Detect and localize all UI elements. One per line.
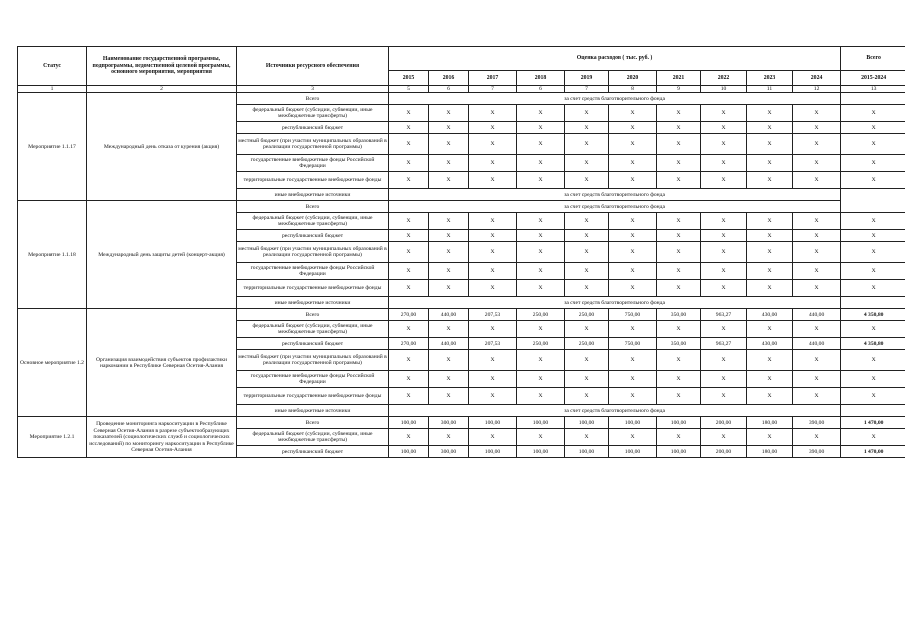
source-label: Всего <box>237 201 389 213</box>
x-mark-cell: X <box>565 213 609 230</box>
x-mark-cell: X <box>469 230 517 242</box>
x-mark-cell: X <box>469 263 517 280</box>
x-mark-cell: X <box>793 371 841 388</box>
x-mark-cell: X <box>657 242 701 263</box>
value-cell: 300,00 <box>429 417 469 429</box>
header-year: 2023 <box>747 71 793 86</box>
x-mark-cell: X <box>469 172 517 189</box>
value-cell: 100,00 <box>609 446 657 458</box>
header-name: Наименование государственной программы, подпрограммы, ведомственной целевой программы, основного мероприятия, мероприятия <box>87 47 237 86</box>
x-mark-cell: X <box>469 105 517 122</box>
value-cell: 750,00 <box>609 338 657 350</box>
x-mark-cell: X <box>841 321 905 338</box>
value-cell: 430,00 <box>747 309 793 321</box>
x-mark-cell: X <box>429 213 469 230</box>
header-total: Всего <box>841 47 905 71</box>
x-mark-cell: X <box>389 105 429 122</box>
x-mark-cell: X <box>793 213 841 230</box>
table-row <box>18 417 905 429</box>
x-mark-cell: X <box>429 350 469 371</box>
x-mark-cell: X <box>747 321 793 338</box>
x-mark-cell: X <box>701 321 747 338</box>
x-mark-cell: X <box>747 350 793 371</box>
value-cell: 100,00 <box>517 417 565 429</box>
value-cell: 1 470,00 <box>841 417 905 429</box>
source-label: федеральный бюджет (субсидии, субвенции, иные межбюджетные трансферты) <box>237 105 389 122</box>
col-number: 13 <box>841 86 905 93</box>
x-mark-cell: X <box>609 105 657 122</box>
value-cell: 100,00 <box>469 417 517 429</box>
x-mark-cell: X <box>565 172 609 189</box>
value-cell: 100,00 <box>565 446 609 458</box>
x-mark-cell: X <box>389 263 429 280</box>
empty-cell <box>841 201 905 213</box>
x-mark-cell: X <box>793 429 841 446</box>
x-mark-cell: X <box>609 230 657 242</box>
value-cell: 440,00 <box>429 309 469 321</box>
x-mark-cell: X <box>565 242 609 263</box>
col-number: 6 <box>429 86 469 93</box>
x-mark-cell: X <box>841 134 905 155</box>
value-cell: 207,53 <box>469 309 517 321</box>
x-mark-cell: X <box>429 172 469 189</box>
x-mark-cell: X <box>565 321 609 338</box>
value-cell: 430,00 <box>747 338 793 350</box>
x-mark-cell: X <box>793 242 841 263</box>
column-numbers-row <box>18 86 905 93</box>
value-cell: 963,27 <box>701 309 747 321</box>
value-cell: 200,00 <box>701 417 747 429</box>
source-label: территориальные государственные внебюджетные фонды <box>237 388 389 405</box>
x-mark-cell: X <box>701 388 747 405</box>
x-mark-cell: X <box>389 134 429 155</box>
x-mark-cell: X <box>841 388 905 405</box>
x-mark-cell: X <box>747 134 793 155</box>
x-mark-cell: X <box>701 242 747 263</box>
x-mark-cell: X <box>517 388 565 405</box>
x-mark-cell: X <box>429 371 469 388</box>
x-mark-cell: X <box>841 371 905 388</box>
x-mark-cell: X <box>747 122 793 134</box>
x-mark-cell: X <box>389 321 429 338</box>
x-mark-cell: X <box>841 122 905 134</box>
x-mark-cell: X <box>747 263 793 280</box>
x-mark-cell: X <box>565 371 609 388</box>
x-mark-cell: X <box>841 242 905 263</box>
value-cell: 100,00 <box>609 417 657 429</box>
x-mark-cell: X <box>701 134 747 155</box>
x-mark-cell: X <box>517 321 565 338</box>
x-mark-cell: X <box>517 105 565 122</box>
header-year: 2024 <box>793 71 841 86</box>
x-mark-cell: X <box>469 350 517 371</box>
value-cell: 750,00 <box>609 309 657 321</box>
source-label: республиканский бюджет <box>237 122 389 134</box>
x-mark-cell: X <box>701 263 747 280</box>
x-mark-cell: X <box>793 350 841 371</box>
x-mark-cell: X <box>747 230 793 242</box>
x-mark-cell: X <box>389 230 429 242</box>
x-mark-cell: X <box>469 122 517 134</box>
x-mark-cell: X <box>565 230 609 242</box>
x-mark-cell: X <box>701 155 747 172</box>
x-mark-cell: X <box>747 213 793 230</box>
value-cell: 4 350,80 <box>841 309 905 321</box>
x-mark-cell: X <box>657 280 701 297</box>
value-cell: 200,00 <box>701 446 747 458</box>
x-mark-cell: X <box>517 350 565 371</box>
x-mark-cell: X <box>389 350 429 371</box>
col-number: 10 <box>701 86 747 93</box>
x-mark-cell: X <box>657 134 701 155</box>
x-mark-cell: X <box>389 213 429 230</box>
header-sources: Источники ресурсного обеспечения <box>237 47 389 86</box>
header-year: 2021 <box>657 71 701 86</box>
x-mark-cell: X <box>565 122 609 134</box>
value-cell: 250,00 <box>565 338 609 350</box>
col-number: 7 <box>565 86 609 93</box>
x-mark-cell: X <box>469 213 517 230</box>
value-cell: 440,00 <box>429 338 469 350</box>
source-label: федеральный бюджет (субсидии, субвенции, иные межбюджетные трансферты) <box>237 321 389 338</box>
header-total-period: 2015-2024 <box>841 71 905 86</box>
x-mark-cell: X <box>389 371 429 388</box>
x-mark-cell: X <box>565 105 609 122</box>
x-mark-cell: X <box>747 155 793 172</box>
value-cell: 180,00 <box>747 446 793 458</box>
x-mark-cell: X <box>429 105 469 122</box>
x-mark-cell: X <box>609 371 657 388</box>
x-mark-cell: X <box>565 429 609 446</box>
x-mark-cell: X <box>701 350 747 371</box>
x-mark-cell: X <box>657 371 701 388</box>
x-mark-cell: X <box>517 280 565 297</box>
header-year: 2019 <box>565 71 609 86</box>
x-mark-cell: X <box>793 321 841 338</box>
x-mark-cell: X <box>657 155 701 172</box>
x-mark-cell: X <box>389 242 429 263</box>
x-mark-cell: X <box>469 134 517 155</box>
x-mark-cell: X <box>657 230 701 242</box>
x-mark-cell: X <box>609 350 657 371</box>
empty-cell <box>841 189 905 201</box>
x-mark-cell: X <box>841 172 905 189</box>
value-cell: 100,00 <box>469 446 517 458</box>
empty-cell <box>841 405 905 417</box>
x-mark-cell: X <box>747 429 793 446</box>
source-label: местный бюджет (при участии муниципальных образований в реализации государственной программы) <box>237 242 389 263</box>
value-cell: 390,00 <box>793 417 841 429</box>
source-label: Всего <box>237 309 389 321</box>
x-mark-cell: X <box>469 429 517 446</box>
charity-note: за счет средств благотворительного фонда <box>389 93 841 105</box>
value-cell: 100,00 <box>657 417 701 429</box>
source-label: иные внебюджетные источники <box>237 405 389 417</box>
row-name: Организация взаимодействия субъектов профилактики наркомании в Республике Северная Осетия-Алания <box>87 309 237 417</box>
x-mark-cell: X <box>517 134 565 155</box>
x-mark-cell: X <box>657 122 701 134</box>
header-year: 2020 <box>609 71 657 86</box>
x-mark-cell: X <box>517 172 565 189</box>
value-cell: 4 350,80 <box>841 338 905 350</box>
col-number: 2 <box>87 86 237 93</box>
row-status: Мероприятие 1.1.17 <box>18 93 87 201</box>
table-body <box>18 86 905 458</box>
x-mark-cell: X <box>429 321 469 338</box>
x-mark-cell: X <box>793 230 841 242</box>
x-mark-cell: X <box>841 230 905 242</box>
source-label: Всего <box>237 93 389 105</box>
col-number: 7 <box>469 86 517 93</box>
value-cell: 250,00 <box>517 338 565 350</box>
charity-note: за счет средств благотворительного фонда <box>389 189 841 201</box>
x-mark-cell: X <box>429 134 469 155</box>
x-mark-cell: X <box>609 213 657 230</box>
header-year: 2015 <box>389 71 429 86</box>
source-label: федеральный бюджет (субсидии, субвенции, иные межбюджетные трансферты) <box>237 429 389 446</box>
x-mark-cell: X <box>793 172 841 189</box>
x-mark-cell: X <box>389 122 429 134</box>
x-mark-cell: X <box>701 230 747 242</box>
x-mark-cell: X <box>517 155 565 172</box>
col-number: 3 <box>237 86 389 93</box>
x-mark-cell: X <box>609 155 657 172</box>
x-mark-cell: X <box>609 122 657 134</box>
x-mark-cell: X <box>609 321 657 338</box>
x-mark-cell: X <box>701 371 747 388</box>
col-number: 8 <box>609 86 657 93</box>
row-status: Мероприятие 1.2.1 <box>18 417 87 458</box>
x-mark-cell: X <box>701 429 747 446</box>
col-number: 9 <box>657 86 701 93</box>
source-label: территориальные государственные внебюджетные фонды <box>237 280 389 297</box>
row-name: Проведение мониторинга наркоситуации в Республике Северная Осетия-Алания в разрезе субъектообразующих показателей (социологических служб и социологических исследований) по мониторингу наркоситуации в Республике Северная Осетия-Алания <box>87 417 237 458</box>
source-label: республиканский бюджет <box>237 338 389 350</box>
x-mark-cell: X <box>429 155 469 172</box>
x-mark-cell: X <box>657 350 701 371</box>
x-mark-cell: X <box>793 280 841 297</box>
x-mark-cell: X <box>609 172 657 189</box>
x-mark-cell: X <box>747 172 793 189</box>
source-label: республиканский бюджет <box>237 230 389 242</box>
x-mark-cell: X <box>609 429 657 446</box>
value-cell: 270,00 <box>389 338 429 350</box>
x-mark-cell: X <box>429 388 469 405</box>
source-label: государственные внебюджетные фонды Российской Федерации <box>237 155 389 172</box>
col-number: 6 <box>517 86 565 93</box>
x-mark-cell: X <box>747 105 793 122</box>
x-mark-cell: X <box>565 134 609 155</box>
x-mark-cell: X <box>469 242 517 263</box>
x-mark-cell: X <box>389 155 429 172</box>
row-status: Мероприятие 1.1.18 <box>18 201 87 309</box>
table-row <box>18 201 905 213</box>
x-mark-cell: X <box>841 105 905 122</box>
x-mark-cell: X <box>565 280 609 297</box>
value-cell: 100,00 <box>565 417 609 429</box>
value-cell: 390,00 <box>793 446 841 458</box>
x-mark-cell: X <box>469 388 517 405</box>
x-mark-cell: X <box>429 263 469 280</box>
x-mark-cell: X <box>793 388 841 405</box>
x-mark-cell: X <box>793 155 841 172</box>
x-mark-cell: X <box>609 280 657 297</box>
source-label: иные внебюджетные источники <box>237 189 389 201</box>
charity-note: за счет средств благотворительного фонда <box>389 201 841 213</box>
x-mark-cell: X <box>517 429 565 446</box>
x-mark-cell: X <box>609 263 657 280</box>
x-mark-cell: X <box>517 242 565 263</box>
value-cell: 100,00 <box>517 446 565 458</box>
x-mark-cell: X <box>565 155 609 172</box>
x-mark-cell: X <box>429 242 469 263</box>
x-mark-cell: X <box>841 263 905 280</box>
value-cell: 250,00 <box>517 309 565 321</box>
charity-note: за счет средств благотворительного фонда <box>389 405 841 417</box>
col-number: 5 <box>389 86 429 93</box>
value-cell: 1 470,00 <box>841 446 905 458</box>
value-cell: 100,00 <box>657 446 701 458</box>
table-row <box>18 93 905 105</box>
value-cell: 100,00 <box>389 417 429 429</box>
x-mark-cell: X <box>429 230 469 242</box>
x-mark-cell: X <box>841 155 905 172</box>
x-mark-cell: X <box>701 280 747 297</box>
x-mark-cell: X <box>841 280 905 297</box>
row-name: Международный день защиты детей (концерт-акция) <box>87 201 237 309</box>
col-number: 12 <box>793 86 841 93</box>
value-cell: 963,27 <box>701 338 747 350</box>
x-mark-cell: X <box>389 172 429 189</box>
x-mark-cell: X <box>701 122 747 134</box>
value-cell: 300,00 <box>429 446 469 458</box>
x-mark-cell: X <box>701 213 747 230</box>
x-mark-cell: X <box>747 371 793 388</box>
header-year: 2018 <box>517 71 565 86</box>
value-cell: 440,00 <box>793 309 841 321</box>
header-year: 2022 <box>701 71 747 86</box>
source-label: федеральный бюджет (субсидии, субвенции, иные межбюджетные трансферты) <box>237 213 389 230</box>
source-label: Всего <box>237 417 389 429</box>
x-mark-cell: X <box>657 213 701 230</box>
value-cell: 250,00 <box>565 309 609 321</box>
x-mark-cell: X <box>429 122 469 134</box>
x-mark-cell: X <box>429 429 469 446</box>
x-mark-cell: X <box>517 230 565 242</box>
source-label: местный бюджет (при участии муниципальных образований в реализации государственной программы) <box>237 350 389 371</box>
header-year: 2017 <box>469 71 517 86</box>
x-mark-cell: X <box>793 105 841 122</box>
x-mark-cell: X <box>841 213 905 230</box>
x-mark-cell: X <box>657 105 701 122</box>
x-mark-cell: X <box>429 280 469 297</box>
x-mark-cell: X <box>389 388 429 405</box>
x-mark-cell: X <box>841 350 905 371</box>
x-mark-cell: X <box>565 388 609 405</box>
x-mark-cell: X <box>793 122 841 134</box>
source-label: республиканский бюджет <box>237 446 389 458</box>
empty-cell <box>841 93 905 105</box>
x-mark-cell: X <box>657 263 701 280</box>
x-mark-cell: X <box>389 280 429 297</box>
source-label: территориальные государственные внебюджетные фонды <box>237 172 389 189</box>
value-cell: 207,53 <box>469 338 517 350</box>
x-mark-cell: X <box>469 155 517 172</box>
x-mark-cell: X <box>841 429 905 446</box>
x-mark-cell: X <box>747 388 793 405</box>
x-mark-cell: X <box>747 280 793 297</box>
x-mark-cell: X <box>657 172 701 189</box>
source-label: местный бюджет (при участии муниципальных образований в реализации государственной программы) <box>237 134 389 155</box>
x-mark-cell: X <box>657 321 701 338</box>
x-mark-cell: X <box>517 263 565 280</box>
value-cell: 350,00 <box>657 338 701 350</box>
x-mark-cell: X <box>747 242 793 263</box>
x-mark-cell: X <box>517 371 565 388</box>
x-mark-cell: X <box>469 280 517 297</box>
source-label: государственные внебюджетные фонды Российской Федерации <box>237 371 389 388</box>
x-mark-cell: X <box>565 263 609 280</box>
x-mark-cell: X <box>609 134 657 155</box>
budget-table <box>17 46 905 458</box>
x-mark-cell: X <box>469 371 517 388</box>
x-mark-cell: X <box>701 172 747 189</box>
value-cell: 180,00 <box>747 417 793 429</box>
x-mark-cell: X <box>517 122 565 134</box>
header-estimate: Оценка расходов ( тыс. руб. ) <box>389 47 841 71</box>
value-cell: 100,00 <box>389 446 429 458</box>
row-status: Основное мероприятие 1.2 <box>18 309 87 417</box>
x-mark-cell: X <box>565 350 609 371</box>
x-mark-cell: X <box>701 105 747 122</box>
table-row <box>18 309 905 321</box>
col-number: 1 <box>18 86 87 93</box>
col-number: 11 <box>747 86 793 93</box>
x-mark-cell: X <box>793 134 841 155</box>
header-status: Статус <box>18 47 87 86</box>
x-mark-cell: X <box>657 429 701 446</box>
x-mark-cell: X <box>793 263 841 280</box>
x-mark-cell: X <box>517 213 565 230</box>
charity-note: за счет средств благотворительного фонда <box>389 297 841 309</box>
source-label: иные внебюджетные источники <box>237 297 389 309</box>
x-mark-cell: X <box>609 242 657 263</box>
x-mark-cell: X <box>389 429 429 446</box>
x-mark-cell: X <box>469 321 517 338</box>
value-cell: 440,00 <box>793 338 841 350</box>
empty-cell <box>841 297 905 309</box>
x-mark-cell: X <box>609 388 657 405</box>
source-label: государственные внебюджетные фонды Российской Федерации <box>237 263 389 280</box>
value-cell: 270,00 <box>389 309 429 321</box>
budget-table-sheet <box>17 46 886 458</box>
row-name: Международный день отказа от курения (акция) <box>87 93 237 201</box>
x-mark-cell: X <box>657 388 701 405</box>
value-cell: 350,00 <box>657 309 701 321</box>
header-year: 2016 <box>429 71 469 86</box>
